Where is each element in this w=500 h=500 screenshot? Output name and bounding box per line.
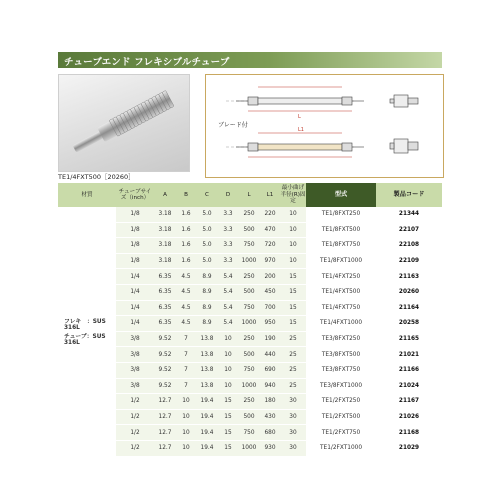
cell-model: TE3/8FXT500 bbox=[306, 347, 376, 363]
cell-l1: 930 bbox=[260, 440, 280, 456]
header-product-code: 製品コード bbox=[376, 183, 442, 207]
cell-c: 5.0 bbox=[196, 207, 218, 222]
cell-l1: 680 bbox=[260, 425, 280, 441]
table-row bbox=[58, 409, 442, 425]
cell-product-code: 21344 bbox=[376, 207, 442, 222]
header-b: B bbox=[176, 183, 196, 207]
cell-min-bend-radius: 25 bbox=[280, 331, 306, 347]
cell-model: TE1/4FXT1000 bbox=[306, 316, 376, 332]
cell-a: 12.7 bbox=[154, 425, 176, 441]
cell-product-code: 21026 bbox=[376, 409, 442, 425]
cell-c: 5.0 bbox=[196, 222, 218, 238]
header-material: 材質 bbox=[58, 183, 116, 207]
cell-model: TE1/4FXT250 bbox=[306, 269, 376, 285]
cell-b: 4.5 bbox=[176, 284, 196, 300]
cell-model: TE1/2FXT500 bbox=[306, 409, 376, 425]
cell-a: 3.18 bbox=[154, 253, 176, 269]
section-title: チューブエンド フレキシブルチューブ bbox=[64, 57, 230, 68]
material-cell bbox=[58, 207, 116, 456]
cell-min-bend-radius: 15 bbox=[280, 284, 306, 300]
cell-model: TE1/8FXT250 bbox=[306, 207, 376, 222]
cell-tube-size: 3/8 bbox=[116, 347, 154, 363]
cell-model: TE1/8FXT750 bbox=[306, 238, 376, 254]
cell-l1: 220 bbox=[260, 207, 280, 222]
cell-model: TE1/2FXT250 bbox=[306, 394, 376, 410]
cell-product-code: 21165 bbox=[376, 331, 442, 347]
cell-b: 4.5 bbox=[176, 300, 196, 316]
cell-l: 500 bbox=[238, 409, 260, 425]
cell-c: 5.0 bbox=[196, 253, 218, 269]
cell-l: 250 bbox=[238, 331, 260, 347]
cell-d: 10 bbox=[218, 331, 238, 347]
cell-c: 13.8 bbox=[196, 378, 218, 394]
cell-l1: 470 bbox=[260, 222, 280, 238]
cell-tube-size: 1/8 bbox=[116, 207, 154, 222]
material-line: フレキ ：SUS 316L bbox=[64, 319, 106, 332]
cell-l: 500 bbox=[238, 284, 260, 300]
material-line: チューブ：SUS 316L bbox=[64, 334, 106, 347]
cell-c: 19.4 bbox=[196, 440, 218, 456]
cell-d: 15 bbox=[218, 394, 238, 410]
table-row bbox=[58, 207, 442, 222]
cell-d: 5.4 bbox=[218, 269, 238, 285]
cell-l: 250 bbox=[238, 394, 260, 410]
header-a: A bbox=[154, 183, 176, 207]
cell-l: 750 bbox=[238, 238, 260, 254]
cell-d: 5.4 bbox=[218, 300, 238, 316]
cell-tube-size: 1/4 bbox=[116, 300, 154, 316]
cell-l: 250 bbox=[238, 207, 260, 222]
cell-c: 19.4 bbox=[196, 409, 218, 425]
cell-d: 10 bbox=[218, 378, 238, 394]
cell-l: 1000 bbox=[238, 253, 260, 269]
cell-min-bend-radius: 30 bbox=[280, 394, 306, 410]
dim-l1-label: L1 bbox=[298, 127, 304, 133]
cell-min-bend-radius: 10 bbox=[280, 207, 306, 222]
cell-product-code: 21164 bbox=[376, 300, 442, 316]
header-tube-size: チューブサイズ（inch） bbox=[116, 183, 154, 207]
cell-l: 500 bbox=[238, 347, 260, 363]
cell-c: 13.8 bbox=[196, 362, 218, 378]
cell-product-code: 21163 bbox=[376, 269, 442, 285]
table-row bbox=[58, 378, 442, 394]
cell-c: 8.9 bbox=[196, 316, 218, 332]
cell-min-bend-radius: 15 bbox=[280, 269, 306, 285]
table-row bbox=[58, 394, 442, 410]
cell-a: 3.18 bbox=[154, 238, 176, 254]
cell-tube-size: 1/2 bbox=[116, 394, 154, 410]
flexible-tube-image bbox=[59, 75, 189, 171]
cell-min-bend-radius: 25 bbox=[280, 362, 306, 378]
cell-c: 19.4 bbox=[196, 425, 218, 441]
cell-d: 5.4 bbox=[218, 284, 238, 300]
cell-tube-size: 1/2 bbox=[116, 425, 154, 441]
table-row bbox=[58, 347, 442, 363]
cell-c: 19.4 bbox=[196, 394, 218, 410]
cell-d: 3.3 bbox=[218, 253, 238, 269]
cell-l: 750 bbox=[238, 362, 260, 378]
table-row bbox=[58, 284, 442, 300]
cell-c: 8.9 bbox=[196, 284, 218, 300]
cell-b: 1.6 bbox=[176, 253, 196, 269]
cell-b: 1.6 bbox=[176, 222, 196, 238]
cell-model: TE1/4FXT500 bbox=[306, 284, 376, 300]
table-row bbox=[58, 222, 442, 238]
cell-model: TE1/8FXT1000 bbox=[306, 253, 376, 269]
table-row bbox=[58, 300, 442, 316]
cell-min-bend-radius: 25 bbox=[280, 378, 306, 394]
cell-d: 10 bbox=[218, 362, 238, 378]
header-model: 型式 bbox=[306, 183, 376, 207]
cell-c: 13.8 bbox=[196, 347, 218, 363]
cell-l1: 430 bbox=[260, 409, 280, 425]
spec-table-container bbox=[58, 183, 442, 457]
cell-min-bend-radius: 25 bbox=[280, 347, 306, 363]
cell-model: TE1/2FXT750 bbox=[306, 425, 376, 441]
cell-a: 6.35 bbox=[154, 284, 176, 300]
photo-caption: TE1/4FXT500［20260］ bbox=[58, 173, 135, 181]
cell-a: 6.35 bbox=[154, 316, 176, 332]
cell-l1: 940 bbox=[260, 378, 280, 394]
table-row bbox=[58, 253, 442, 269]
cell-product-code: 21024 bbox=[376, 378, 442, 394]
cell-d: 5.4 bbox=[218, 316, 238, 332]
cell-a: 9.52 bbox=[154, 378, 176, 394]
table-row bbox=[58, 316, 442, 332]
table-row bbox=[58, 425, 442, 441]
cell-b: 7 bbox=[176, 331, 196, 347]
cell-c: 5.0 bbox=[196, 238, 218, 254]
cell-l1: 190 bbox=[260, 331, 280, 347]
table-row bbox=[58, 269, 442, 285]
braid-label: ブレード付 bbox=[218, 122, 248, 129]
cell-a: 3.18 bbox=[154, 207, 176, 222]
cell-b: 1.6 bbox=[176, 207, 196, 222]
cell-c: 8.9 bbox=[196, 300, 218, 316]
cell-a: 12.7 bbox=[154, 440, 176, 456]
cell-product-code: 21021 bbox=[376, 347, 442, 363]
cell-l: 250 bbox=[238, 269, 260, 285]
cell-l1: 690 bbox=[260, 362, 280, 378]
cell-tube-size: 1/8 bbox=[116, 238, 154, 254]
table-row bbox=[58, 331, 442, 347]
cell-a: 12.7 bbox=[154, 394, 176, 410]
cell-l: 1000 bbox=[238, 316, 260, 332]
cell-tube-size: 1/4 bbox=[116, 284, 154, 300]
table-row bbox=[58, 440, 442, 456]
cell-l1: 970 bbox=[260, 253, 280, 269]
cell-d: 15 bbox=[218, 440, 238, 456]
cell-product-code: 22107 bbox=[376, 222, 442, 238]
cell-c: 13.8 bbox=[196, 331, 218, 347]
cell-l1: 950 bbox=[260, 316, 280, 332]
cell-product-code: 20260 bbox=[376, 284, 442, 300]
cell-l: 750 bbox=[238, 425, 260, 441]
cell-a: 6.35 bbox=[154, 269, 176, 285]
cell-a: 9.52 bbox=[154, 331, 176, 347]
cell-a: 9.52 bbox=[154, 347, 176, 363]
header-min-bend-radius: 最小曲げ半径(R)固定 bbox=[280, 183, 306, 207]
cell-tube-size: 3/8 bbox=[116, 378, 154, 394]
cell-l1: 720 bbox=[260, 238, 280, 254]
cell-min-bend-radius: 10 bbox=[280, 253, 306, 269]
dim-l-label: L bbox=[298, 114, 301, 120]
cell-min-bend-radius: 15 bbox=[280, 316, 306, 332]
cell-tube-size: 1/4 bbox=[116, 316, 154, 332]
cell-product-code: 20258 bbox=[376, 316, 442, 332]
cell-tube-size: 1/8 bbox=[116, 222, 154, 238]
technical-drawing bbox=[205, 74, 444, 178]
cell-b: 10 bbox=[176, 394, 196, 410]
cell-c: 8.9 bbox=[196, 269, 218, 285]
table-row bbox=[58, 362, 442, 378]
product-photo bbox=[58, 74, 190, 172]
cell-model: TE3/8FXT250 bbox=[306, 331, 376, 347]
cell-product-code: 21166 bbox=[376, 362, 442, 378]
cell-a: 9.52 bbox=[154, 362, 176, 378]
cell-tube-size: 3/8 bbox=[116, 362, 154, 378]
cell-a: 12.7 bbox=[154, 409, 176, 425]
cell-tube-size: 1/8 bbox=[116, 253, 154, 269]
cell-b: 10 bbox=[176, 440, 196, 456]
cell-l: 1000 bbox=[238, 378, 260, 394]
cell-l1: 450 bbox=[260, 284, 280, 300]
cell-min-bend-radius: 10 bbox=[280, 222, 306, 238]
header-l: L bbox=[238, 183, 260, 207]
cell-b: 7 bbox=[176, 347, 196, 363]
cell-min-bend-radius: 30 bbox=[280, 409, 306, 425]
cell-b: 10 bbox=[176, 409, 196, 425]
cell-d: 10 bbox=[218, 347, 238, 363]
cell-product-code: 21167 bbox=[376, 394, 442, 410]
cell-min-bend-radius: 30 bbox=[280, 425, 306, 441]
section-title-bar bbox=[58, 52, 442, 68]
cell-product-code: 22109 bbox=[376, 253, 442, 269]
cell-min-bend-radius: 15 bbox=[280, 300, 306, 316]
cell-model: TE1/8FXT500 bbox=[306, 222, 376, 238]
cell-l: 1000 bbox=[238, 440, 260, 456]
dimension-diagram bbox=[206, 75, 443, 177]
cell-b: 10 bbox=[176, 425, 196, 441]
cell-l1: 180 bbox=[260, 394, 280, 410]
cell-min-bend-radius: 30 bbox=[280, 440, 306, 456]
table-row bbox=[58, 238, 442, 254]
cell-product-code: 21029 bbox=[376, 440, 442, 456]
cell-min-bend-radius: 10 bbox=[280, 238, 306, 254]
cell-a: 6.35 bbox=[154, 300, 176, 316]
cell-l1: 700 bbox=[260, 300, 280, 316]
cell-product-code: 22108 bbox=[376, 238, 442, 254]
cell-b: 7 bbox=[176, 362, 196, 378]
cell-l: 500 bbox=[238, 222, 260, 238]
cell-a: 3.18 bbox=[154, 222, 176, 238]
cell-tube-size: 3/8 bbox=[116, 331, 154, 347]
cell-l: 750 bbox=[238, 300, 260, 316]
cell-model: TE1/4FXT750 bbox=[306, 300, 376, 316]
cell-b: 1.6 bbox=[176, 238, 196, 254]
cell-d: 3.3 bbox=[218, 207, 238, 222]
cell-model: TE3/8FXT750 bbox=[306, 362, 376, 378]
cell-b: 4.5 bbox=[176, 316, 196, 332]
header-l1: L1 bbox=[260, 183, 280, 207]
header-c: C bbox=[196, 183, 218, 207]
cell-product-code: 21168 bbox=[376, 425, 442, 441]
cell-model: TE3/8FXT1000 bbox=[306, 378, 376, 394]
cell-d: 3.3 bbox=[218, 222, 238, 238]
spec-table bbox=[58, 183, 442, 457]
cell-l1: 440 bbox=[260, 347, 280, 363]
cell-tube-size: 1/2 bbox=[116, 440, 154, 456]
cell-d: 15 bbox=[218, 425, 238, 441]
cell-b: 7 bbox=[176, 378, 196, 394]
cell-model: TE1/2FXT1000 bbox=[306, 440, 376, 456]
cell-d: 3.3 bbox=[218, 238, 238, 254]
cell-d: 15 bbox=[218, 409, 238, 425]
table-body bbox=[58, 207, 442, 456]
cell-b: 4.5 bbox=[176, 269, 196, 285]
cell-l1: 200 bbox=[260, 269, 280, 285]
table-header-row bbox=[58, 183, 442, 207]
cell-tube-size: 1/2 bbox=[116, 409, 154, 425]
header-d: D bbox=[218, 183, 238, 207]
cell-tube-size: 1/4 bbox=[116, 269, 154, 285]
